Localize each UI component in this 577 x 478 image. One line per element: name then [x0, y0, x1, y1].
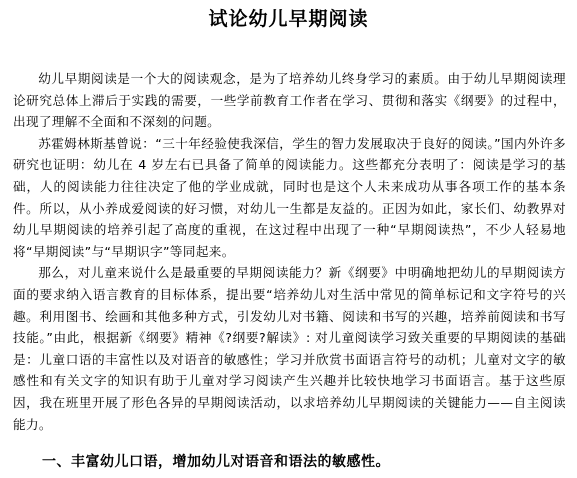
paragraph-intro: 幼儿早期阅读是一个大的阅读观念，是为了培养幼儿终身学习的素质。由于幼儿早期阅读理论研究总体上滞后于实践的需要，一些学前教育工作者在学习、贯彻和落实《纲要》的过程中，出现了理解不全面和不深刻的问题。 [13, 71, 566, 130]
paragraph-reading-ability: 那么，对儿童来说什么是最重要的早期阅读能力？新《纲要》中明确地把幼儿的早期阅读方面的要求纳入语言教育的目标体系，提出要“培养幼儿对生活中常见的简单标记和文字符号的兴趣。利用图书、绘画和其他多种方式，引发幼儿对书籍、阅读和书写的兴趣，培养前阅读和书写技能。”由此，根据新《纲要》精神《?纲要?解读》: 对儿童阅读学习致关重要的早期阅读的基础是：儿童口语的丰富性以及对语音的敏感性；学习并欣赏书面语言符号的动机；儿童对文字的敏感性和有关文字的知识有助于儿童对学习阅读产生兴趣并比较快地学习书面语言。基于这些原因，我在班里开展了形色各异的早期阅读活动，以求培养幼儿早期阅读的关键能力——自主阅读能力。 [13, 265, 566, 432]
document-body [13, 68, 566, 435]
document-title: 试论幼儿早期阅读 [208, 8, 369, 30]
paragraph-sukhomlinsky-quote: 苏霍姆林斯基曾说：“三十年经验使我深信，学生的智力发展取决于良好的阅读。”国内外许多研究也证明：幼儿在 4 岁左右已具备了简单的阅读能力。这些都充分表明了：阅读是学习的基础，人的阅读能力往往决定了他的学业成就，同时也是这个人未来成功从事各项工作的基本条件。所以，从小养成爱阅读的好习惯，对幼儿一生都是友益的。正因为如此，家长们、幼教界对幼儿早期阅读的培养引起了高度的重视，在这过程中出现了一种“早期阅读热”，不少人轻易地将“早期阅读”与“早期识字”等同起来。 [13, 135, 566, 259]
section-heading: 一、丰富幼儿口语，增加幼儿对语音和语法的敏感性。 [42, 454, 390, 470]
